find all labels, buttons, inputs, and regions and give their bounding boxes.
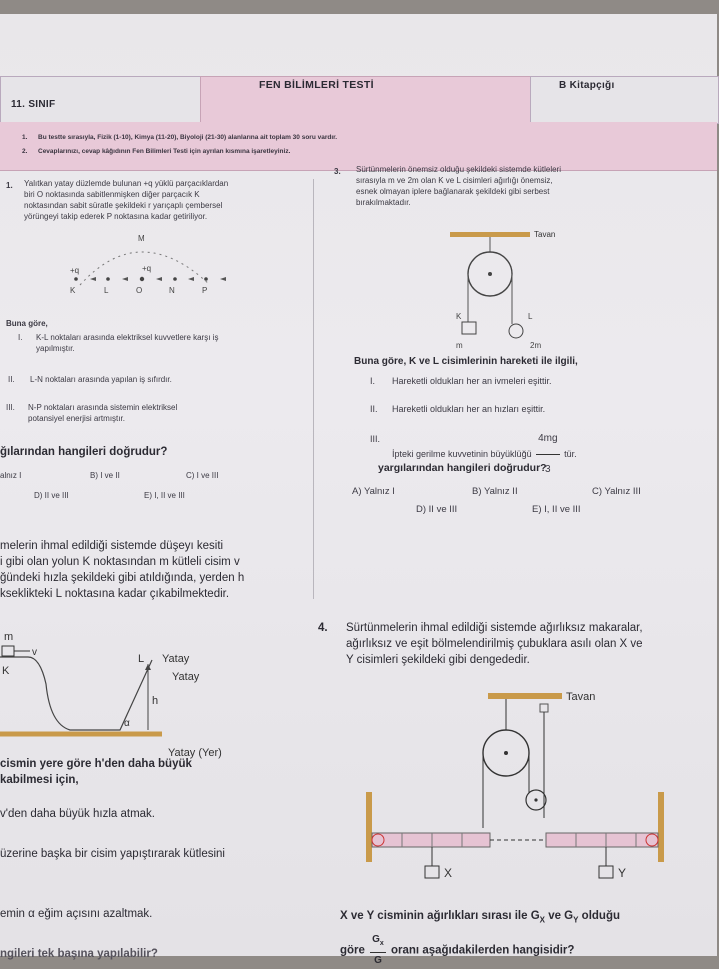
q4-question-text: göre: [340, 944, 365, 957]
title-box: [200, 76, 532, 124]
q1-stem-line: Yalıtkan yatay düzlemde bulunan +q yüklü parçacıklardan: [24, 179, 229, 188]
label-h: h: [152, 695, 159, 707]
q1-question: ğılarından hangileri doğrudur?: [0, 446, 168, 458]
q1-stem-line: yörüngeyi takip ederek P noktasına kadar getiriliyor.: [24, 212, 208, 221]
grade-box: [0, 76, 202, 124]
q2-stem: [0, 538, 244, 602]
test-title: FEN BİLİMLERİ TESTİ: [259, 79, 374, 91]
label-mass-m: m: [456, 341, 463, 350]
q2-stem-line: i gibi olan yolun K noktasından m kütleli cisim v: [0, 556, 240, 568]
q2-stem-line: kseklikteki L noktasına kadar çıkabilmektedir.: [0, 588, 230, 600]
q3-lead: Buna göre, K ve L cisimlerinin hareketi ile ilgili,: [354, 356, 578, 367]
q1-item-2-num: II.: [8, 375, 15, 384]
q3-question: yargılarından hangileri doğrudur?: [378, 462, 547, 474]
small-pulley-axle: [534, 798, 537, 801]
q4-question-line-1: [340, 908, 620, 928]
booklet-box: [530, 76, 719, 124]
label-y: Y: [618, 866, 627, 880]
q1-stem: [24, 178, 309, 222]
right-wall: [658, 792, 664, 862]
q2-item-1: v'den daha büyük hızla atmak.: [0, 808, 155, 820]
q3-item-1-num: I.: [370, 376, 376, 386]
block-k: [462, 322, 476, 334]
q2-item-3: emin α eğim açısını azaltmak.: [0, 908, 153, 920]
q1-item-2: L-N noktaları arasında yapılan iş sıfırdır.: [30, 375, 172, 384]
numerator-subscript: x: [379, 940, 384, 947]
q4-question-text: oranı aşağıdakilerden hangisidir?: [391, 944, 575, 957]
label-k: K: [456, 312, 462, 321]
q3-option-e[interactable]: E) I, II ve III: [532, 504, 581, 515]
ceiling-label: Tavan: [534, 230, 556, 239]
q1-item-3-num: III.: [6, 403, 15, 412]
block-y: [599, 866, 613, 878]
q3-option-d[interactable]: D) II ve III: [416, 504, 458, 515]
pulley-axle: [488, 272, 492, 276]
point-o: [140, 277, 144, 281]
q2-stem-line: melerin ihmal edildiği sistemde düşeyı kesiti: [0, 540, 224, 552]
q3-item-1: Hareketli oldukları her an ivmeleri eşittir.: [392, 376, 552, 386]
q4-number: 4.: [318, 622, 328, 634]
ball-l: [509, 324, 523, 338]
q1-option-e[interactable]: E) I, II ve III: [144, 491, 185, 500]
q3-item-3-text: İpteki gerilme kuvvetinin büyüklüğü: [392, 448, 532, 459]
left-rod: [372, 833, 490, 847]
grade-label: 11. SINIF: [11, 99, 56, 110]
q2-track-figure: [0, 624, 250, 759]
q1-stem-line: biri O noktasında sabitlenmişken diğer parçacık K: [24, 190, 200, 199]
label-alpha: α: [124, 718, 130, 729]
q4-stem-line: Sürtünmelerin ihmal edildiği sistemde ağırlıksız makaralar,: [346, 622, 643, 634]
ceiling-hook: [540, 704, 548, 712]
label-mass-m: m: [4, 631, 14, 643]
block-x: [425, 866, 439, 878]
q1-item-1-line: K-L noktaları arasında elektriksel kuvvetlere karşı iş: [36, 333, 219, 342]
q1-number: 1.: [6, 181, 13, 190]
booklet-label: B Kitapçığı: [559, 80, 615, 91]
q3-stem-line: Sürtünmelerin önemsiz olduğu şekildeki sistemde kütleleri: [356, 165, 561, 174]
q4-stem: [346, 620, 716, 668]
ceiling-bar: [488, 693, 562, 699]
q1-option-d[interactable]: D) II ve III: [34, 491, 69, 500]
exam-page: [0, 14, 717, 966]
q1-stem-line: noktasından sabit süratle şekildeki r yarıçaplı çembersel: [24, 201, 223, 210]
note-number-2: 2.: [22, 148, 28, 155]
q1-option-c[interactable]: C) I ve III: [186, 471, 219, 480]
label-charge-2: +q: [142, 264, 152, 273]
q1-item-1-num: I.: [18, 333, 23, 342]
q4-stem-line: Y cisimleri şekildeki gibi dengededir.: [346, 654, 530, 666]
q1-item-3: [28, 402, 298, 424]
q2-question: [0, 756, 192, 788]
q3-number: 3.: [334, 167, 341, 176]
label-horizontal-2: Yatay: [172, 671, 200, 683]
q4-lever-figure: [360, 688, 690, 888]
label-v: v: [32, 647, 37, 658]
fraction-numerator: [370, 932, 386, 953]
right-rod: [546, 833, 658, 847]
label-x: X: [444, 866, 453, 880]
q4-question-text: olduğu: [578, 910, 620, 922]
block-m: [2, 646, 14, 656]
label-l: L: [528, 312, 533, 321]
q3-option-a[interactable]: A) Yalnız I: [352, 486, 395, 497]
numerator-g: G: [372, 934, 380, 945]
point-k: [74, 277, 78, 281]
label-k: K: [2, 665, 10, 677]
ceiling-label: Tavan: [566, 691, 596, 703]
instruction-2: Cevaplarınızı, cevap kâğıdının Fen Bilimleri Testi için ayrılan kısmına işaretleyiniz.: [38, 148, 291, 155]
q3-item-3-suffix: tür.: [564, 448, 577, 459]
label-l: L: [104, 286, 109, 295]
fraction-denominator: 3: [545, 464, 551, 475]
q2-item-2: üzerine başka bir cisim yapıştırarak kütlesini: [0, 848, 225, 860]
q2-stem-line: ğündeki hızla şekildeki gibi atıldığında, yerden h: [0, 572, 245, 584]
q1-item-3-line: potansiyel enerjisi artmıştır.: [28, 414, 125, 423]
q4-question-line-2: [340, 932, 574, 969]
label-p: P: [202, 286, 208, 295]
left-wall: [366, 792, 372, 862]
subscript-y: Y: [573, 915, 579, 925]
q1-item-3-line: N-P noktaları arasında sistemin elektriksel: [28, 403, 178, 412]
q4-question-text: X ve Y cisminin ağırlıkları sırası ile G: [340, 910, 540, 922]
q1-item-1: [36, 332, 306, 354]
label-n: N: [169, 286, 175, 295]
q3-pulley-figure: [440, 226, 580, 352]
q1-charge-figure: [50, 229, 250, 309]
column-divider: [313, 179, 314, 599]
q2-question-line: cismin yere göre h'den daha büyük: [0, 758, 192, 770]
point-p: [204, 277, 208, 281]
instruction-1: Bu testte sırasıyla, Fizik (1-10), Kimya (11-20), Biyoloji (21-30) alanlarına ait toplam 30 soru vardır.: [38, 134, 338, 141]
q3-item-2: Hareketli oldukları her an hızları eşittir.: [392, 404, 546, 414]
q3-option-c[interactable]: C) Yalnız III: [592, 486, 641, 497]
q4-question-text: ve G: [545, 910, 574, 922]
q3-stem-line: sırasıyla m ve 2m olan K ve L cisimleri ağırlığı önemsiz,: [356, 176, 553, 185]
fraction-denominator: G: [374, 955, 382, 966]
q1-item-1-line: yapılmıştır.: [36, 344, 75, 353]
q1-lead: Buna göre,: [6, 319, 48, 328]
label-ground: Yatay (Yer): [168, 747, 222, 759]
note-number-1: 1.: [22, 134, 28, 141]
q3-stem-line: bırakılmaktadır.: [356, 198, 411, 207]
q3-item-3-num: III.: [370, 434, 381, 444]
label-horizontal-1: Yatay: [162, 653, 190, 665]
label-m: M: [138, 234, 145, 243]
fraction-numerator: 4mg: [536, 424, 559, 455]
label-charge-1: +q: [70, 266, 80, 275]
point-l: [106, 277, 110, 281]
label-mass-2m: 2m: [530, 341, 542, 350]
q2-question-tail: ngileri tek başına yapılabilir?: [0, 948, 158, 960]
ceiling-bar: [450, 232, 530, 237]
q2-question-line: kabilmesi için,: [0, 774, 79, 786]
q3-stem: [356, 164, 696, 208]
q1-option-a[interactable]: alnız I: [0, 471, 22, 480]
q4-fraction: [370, 932, 386, 969]
subscript-x: X: [539, 915, 545, 925]
point-n: [173, 277, 177, 281]
q4-stem-line: ağırlıksız ve eşit bölmelendirilmiş çubuklara asılı olan X ve: [346, 638, 643, 650]
q3-item-2-num: II.: [370, 404, 378, 414]
q1-option-b[interactable]: B) I ve II: [90, 471, 120, 480]
label-k: K: [70, 286, 76, 295]
q3-stem-line: esnek olmayan iplere bağlanarak şekildeki gibi serbest: [356, 187, 550, 196]
label-l: L: [138, 653, 145, 665]
q3-option-b[interactable]: B) Yalnız II: [472, 486, 518, 497]
label-o: O: [136, 286, 143, 295]
top-pulley-axle: [504, 751, 508, 755]
